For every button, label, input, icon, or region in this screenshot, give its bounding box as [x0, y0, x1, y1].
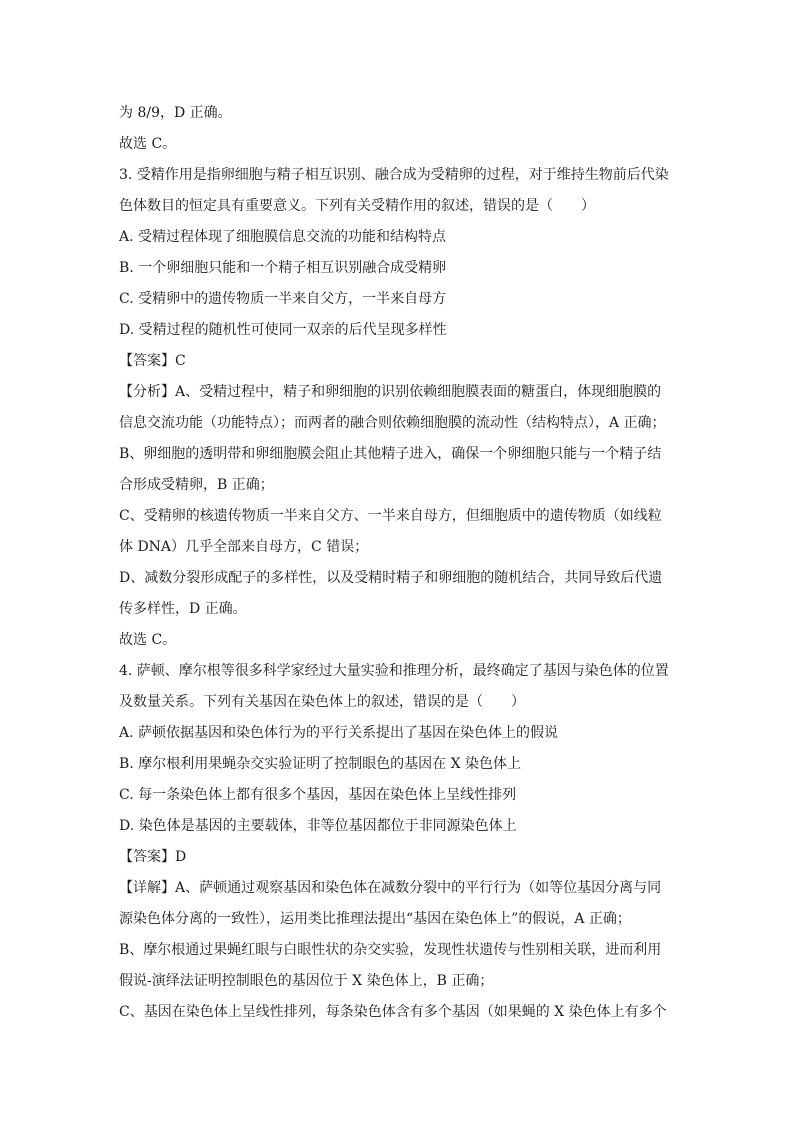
explanation-line: 【详解】A、萨顿通过观察基因和染色体在减数分裂中的平行行为（如等位基因分离与同: [119, 880, 662, 896]
question-stem: 3. 受精作用是指卵细胞与精子相互识别、融合成为受精卵的过程，对于维持生物前后代染: [119, 167, 669, 183]
analysis-line: 传多样性，D 正确。: [119, 601, 247, 617]
text-line: 故选 C。: [119, 632, 177, 648]
explanation-line: B、摩尔根通过果蝇红眼与白眼性状的杂交实验，发现性状遗传与性别相关联，进而利用: [119, 942, 662, 958]
option-d: D. 受精过程的随机性可使同一双亲的后代呈现多样性: [119, 322, 447, 338]
answer-line: 【答案】D: [119, 849, 187, 865]
analysis-line: D、减数分裂形成配子的多样性，以及受精时精子和卵细胞的随机结合，共同导致后代遗: [119, 570, 663, 586]
option-a: A. 萨顿依据基因和染色体行为的平行关系提出了基因在染色体上的假说: [119, 725, 559, 741]
option-c: C. 受精卵中的遗传物质一半来自父方，一半来自母方: [119, 291, 447, 307]
analysis-line: 合形成受精卵，B 正确；: [119, 477, 274, 493]
explanation-line: 源染色体分离的一致性），运用类比推理法提出“基因在染色体上”的假说，A 正确；: [119, 911, 631, 927]
analysis-line: C、受精卵的核遗传物质一半来自父方、一半来自母方，但细胞质中的遗传物质（如线粒: [119, 508, 662, 524]
document-page: [119, 98, 679, 1028]
option-d: D. 染色体是基因的主要载体，非等位基因都位于非同源染色体上: [119, 818, 517, 834]
answer-line: 【答案】C: [119, 353, 186, 369]
text-line: 故选 C。: [119, 136, 177, 152]
explanation-line: 假说-演绎法证明控制眼色的基因位于 X 染色体上，B 正确；: [119, 973, 494, 989]
question-stem: 4. 萨顿、摩尔根等很多科学家经过大量实验和推理分析，最终确定了基因与染色体的位置: [119, 663, 669, 679]
analysis-line: B、卵细胞的透明带和卵细胞膜会阻止其他精子进入，确保一个卵细胞只能与一个精子结: [119, 446, 662, 462]
analysis-line: 【分析】A、受精过程中，精子和卵细胞的识别依赖细胞膜表面的糖蛋白，体现细胞膜的: [119, 384, 662, 400]
option-c: C. 每一条染色体上都有很多个基因，基因在染色体上呈线性排列: [119, 787, 517, 803]
analysis-line: 体 DNA）几乎全部来自母方，C 错误；: [119, 539, 369, 555]
explanation-line: C、基因在染色体上呈线性排列，每条染色体含有多个基因（如果蝇的 X 染色体上有多个: [119, 1004, 667, 1020]
option-b: B. 一个卵细胞只能和一个精子相互识别融合成受精卵: [119, 260, 447, 276]
text-line: 为 8/9，D 正确。: [119, 105, 232, 121]
question-stem: 色体数目的恒定具有重要意义。下列有关受精作用的叙述，错误的是（ ）: [119, 198, 595, 214]
question-stem: 及数量关系。下列有关基因在染色体上的叙述，错误的是（ ）: [119, 694, 525, 710]
analysis-line: 信息交流功能（功能特点）；而两者的融合则依赖细胞膜的流动性（结构特点），A 正确；: [119, 415, 666, 431]
option-a: A. 受精过程体现了细胞膜信息交流的功能和结构特点: [119, 229, 447, 245]
option-b: B. 摩尔根利用果蝇杂交实验证明了控制眼色的基因在 X 染色体上: [119, 756, 522, 772]
